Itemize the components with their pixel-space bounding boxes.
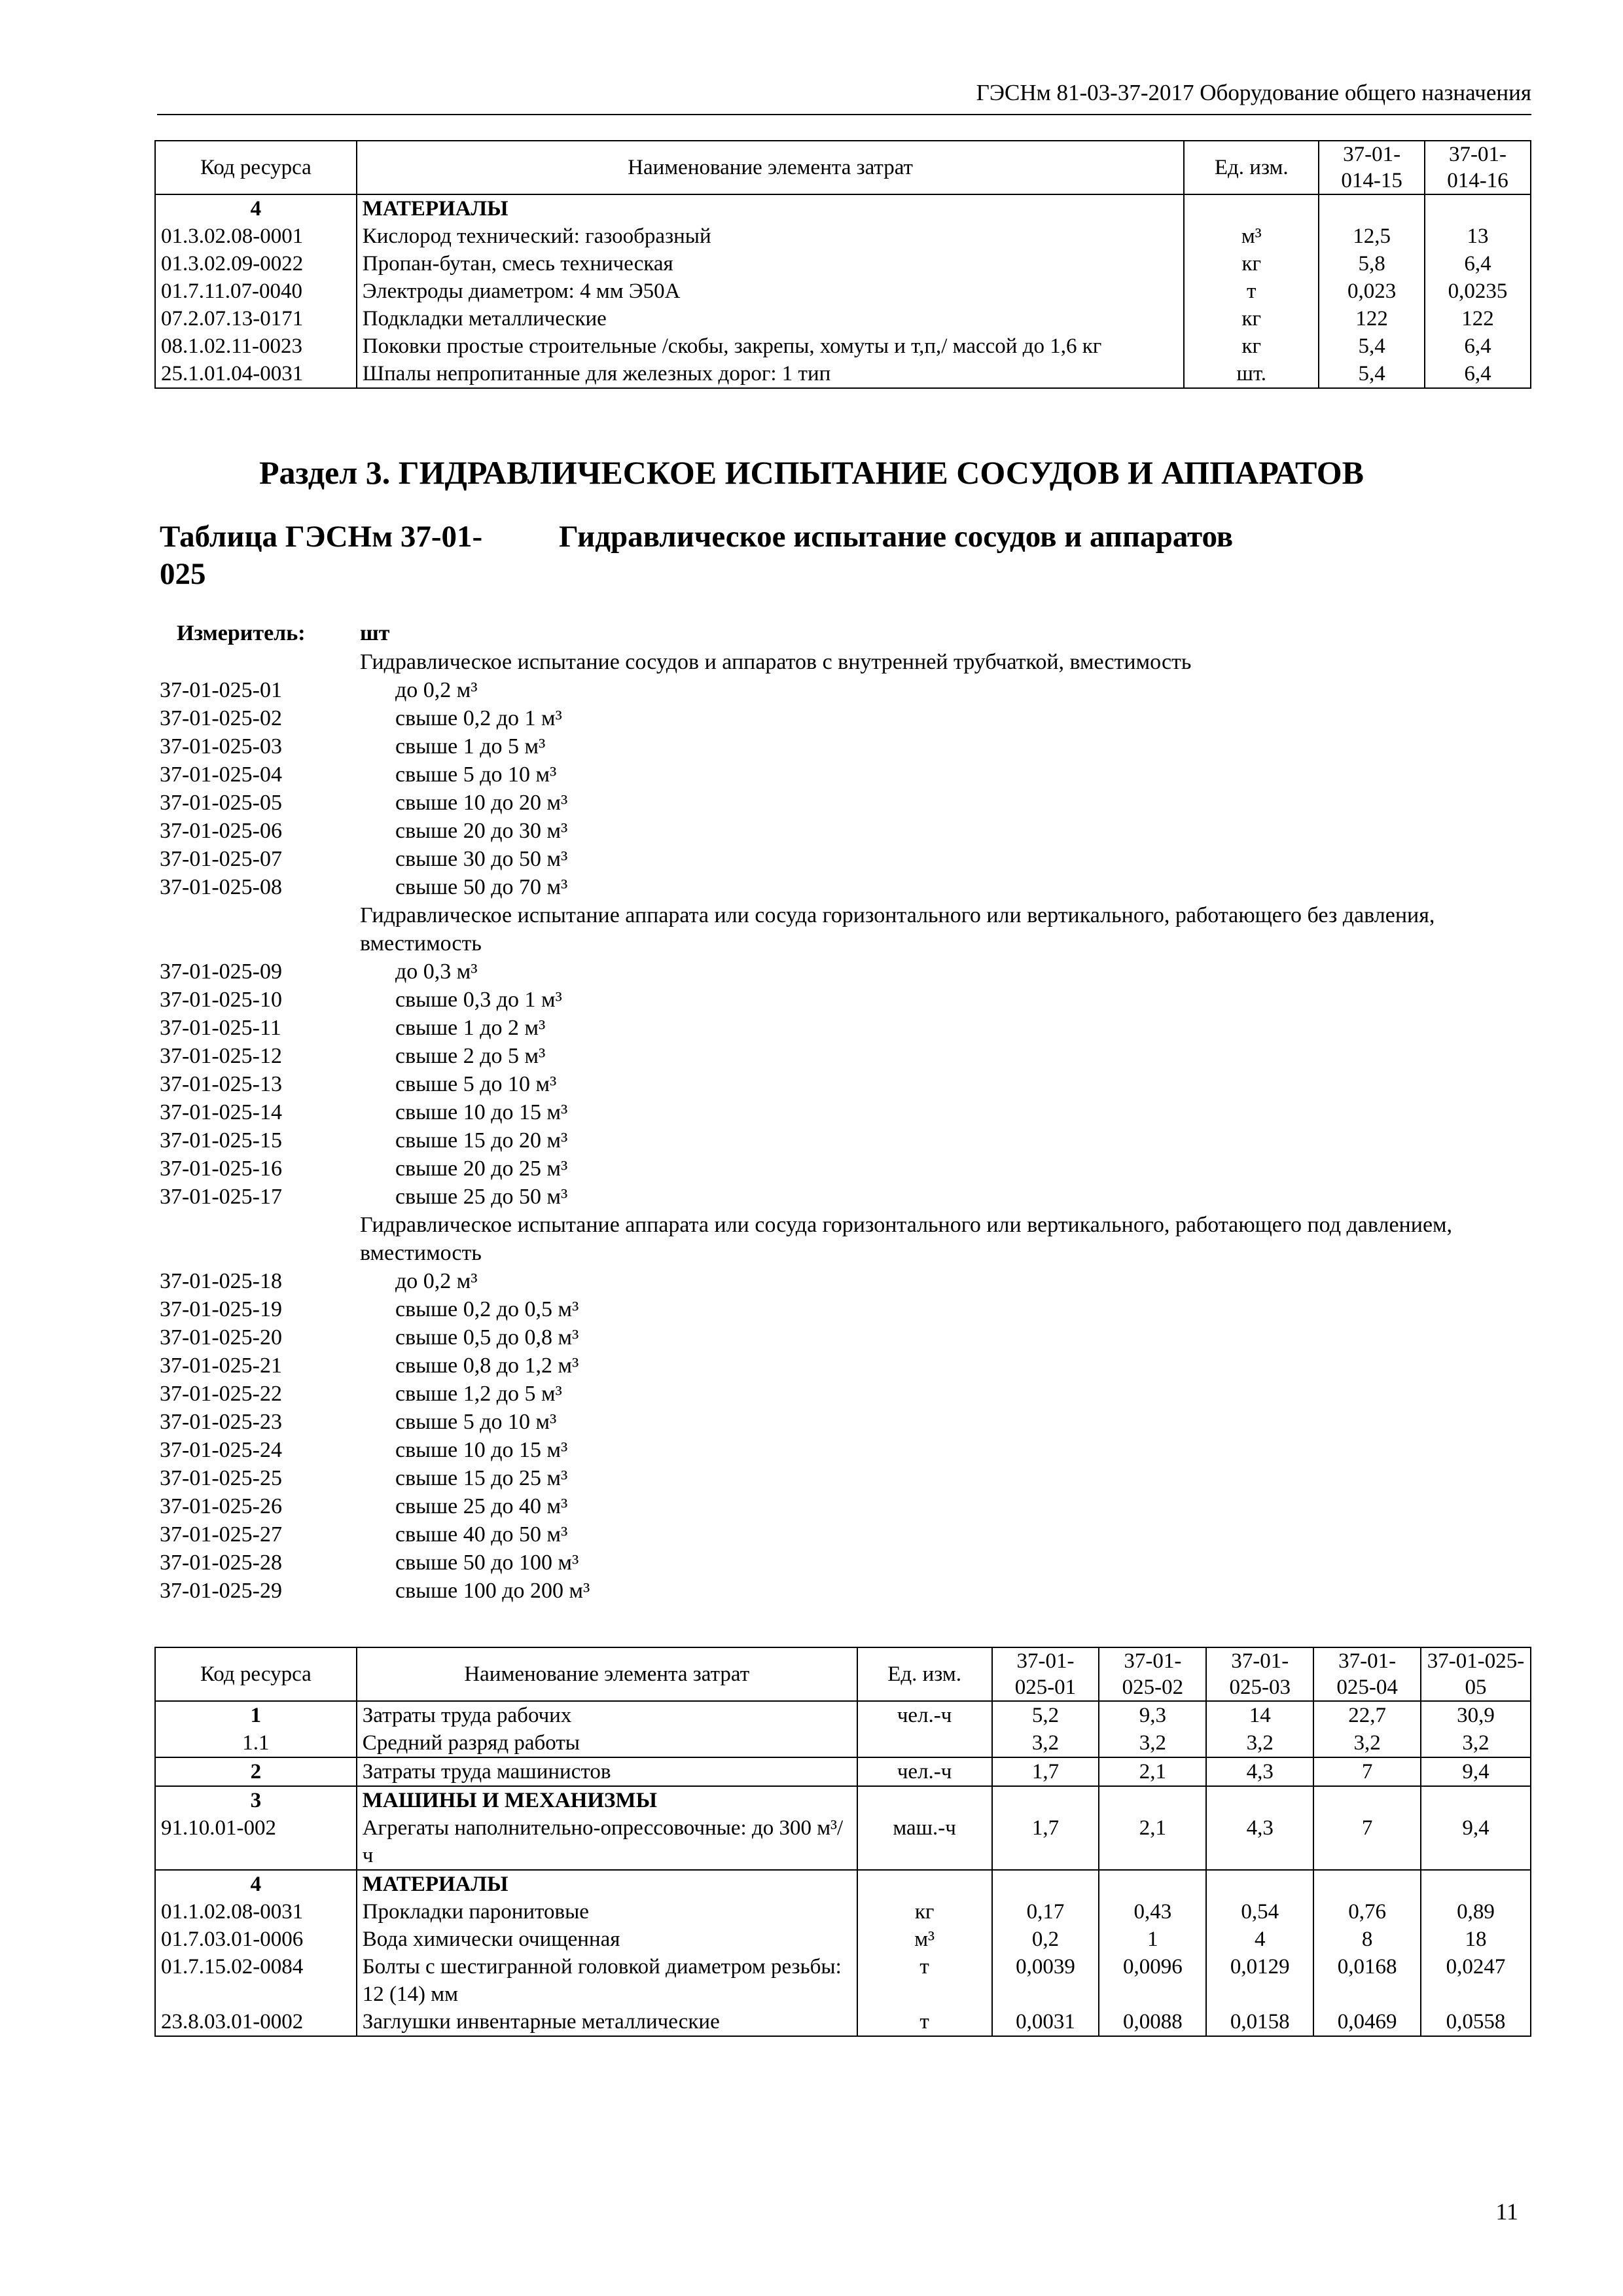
cell-code: 07.2.07.13-0171 xyxy=(155,305,357,332)
list-item xyxy=(160,1126,1534,1155)
list-item xyxy=(160,1408,1534,1436)
list-item xyxy=(160,1520,1534,1549)
cell-value: 1 xyxy=(1099,1926,1206,1953)
norm-range: свыше 25 до 50 м³ xyxy=(395,1185,568,1209)
cell-value: 4,3 xyxy=(1206,1757,1313,1786)
cell-name: Кислород технический: газообразный xyxy=(357,223,1185,250)
cell-unit: кг xyxy=(1184,305,1319,332)
cell-value: 6,4 xyxy=(1425,250,1531,278)
col-header-unit: Ед. изм. xyxy=(857,1647,992,1701)
norm-range: свыше 10 до 15 м³ xyxy=(395,1438,568,1462)
cell-name: Агрегаты наполнительно-опрессовочные: до 300 м³/ч xyxy=(357,1814,857,1870)
norm-range: свыше 15 до 25 м³ xyxy=(395,1466,568,1490)
cell-code: 01.7.03.01-0006 xyxy=(155,1926,357,1953)
col-header-code: Код ресурса xyxy=(155,141,357,194)
norm-range: свыше 50 до 70 м³ xyxy=(395,875,568,899)
norm-code: 37-01-025-20 xyxy=(160,1325,282,1350)
col-header-norm: 37-01-025-05 xyxy=(1421,1647,1531,1701)
norm-range: до 0,2 м³ xyxy=(395,678,478,702)
meter-value: шт xyxy=(360,621,390,645)
col-header-norm: 37-01-014-16 xyxy=(1425,141,1531,194)
table-row xyxy=(155,1898,1531,1926)
cell-code: 2 xyxy=(155,1757,357,1786)
norm-code: 37-01-025-24 xyxy=(160,1438,282,1462)
cell-value xyxy=(1099,1786,1206,1814)
resources-table-025 xyxy=(154,1647,1531,2037)
col-header-norm: 37-01-014-15 xyxy=(1319,141,1425,194)
list-item xyxy=(160,1577,1534,1605)
cell-code: 01.3.02.08-0001 xyxy=(155,223,357,250)
cell-value: 9,4 xyxy=(1421,1757,1531,1786)
norm-range: свыше 15 до 20 м³ xyxy=(395,1128,568,1153)
col-header-unit: Ед. изм. xyxy=(1184,141,1319,194)
cell-value: 1,7 xyxy=(992,1814,1099,1870)
cell-value xyxy=(992,1786,1099,1814)
list-item xyxy=(160,1042,1534,1070)
list-item xyxy=(160,789,1534,817)
cell-value: 5,4 xyxy=(1319,360,1425,388)
list-item xyxy=(160,1464,1534,1492)
cell-value: 22,7 xyxy=(1313,1701,1421,1729)
cell-unit xyxy=(857,1729,992,1757)
norm-range: свыше 20 до 30 м³ xyxy=(395,819,568,843)
cell-code: 23.8.03.01-0002 xyxy=(155,2008,357,2036)
norm-code: 37-01-025-19 xyxy=(160,1297,282,1321)
norm-range: свыше 100 до 200 м³ xyxy=(395,1579,590,1603)
list-item xyxy=(160,1380,1534,1408)
list-item xyxy=(160,704,1534,732)
cell-value: 0,0558 xyxy=(1421,2008,1531,2036)
cell-unit: кг xyxy=(1184,332,1319,360)
list-item xyxy=(160,1352,1534,1380)
list-item xyxy=(160,1436,1534,1464)
meter-label: Измеритель: xyxy=(177,621,306,645)
cell-value xyxy=(992,1870,1099,1898)
norm-range: свыше 0,2 до 1 м³ xyxy=(395,706,562,730)
cell-name: Затраты труда рабочих xyxy=(357,1701,857,1729)
cell-value: 3,2 xyxy=(1421,1729,1531,1757)
cell-value: 9,4 xyxy=(1421,1814,1531,1870)
resources-table-014 xyxy=(154,140,1531,389)
cell-value: 2,1 xyxy=(1099,1757,1206,1786)
cell-unit xyxy=(857,1870,992,1898)
cell-value: 0,0469 xyxy=(1313,2008,1421,2036)
cell-value: 4,3 xyxy=(1206,1814,1313,1870)
list-item xyxy=(160,1070,1534,1098)
norm-code: 37-01-025-05 xyxy=(160,791,282,815)
cell-unit xyxy=(857,1786,992,1814)
cell-value xyxy=(1421,1786,1531,1814)
list-item xyxy=(160,1183,1534,1211)
cell-value: 0,0031 xyxy=(992,2008,1099,2036)
list-item xyxy=(160,1014,1534,1042)
cell-value: 5,2 xyxy=(992,1701,1099,1729)
norm-code: 37-01-025-10 xyxy=(160,988,282,1012)
cell-value: 12,5 xyxy=(1319,223,1425,250)
cell-code: 4 xyxy=(155,1870,357,1898)
col-header-norm: 37-01-025-04 xyxy=(1313,1647,1421,1701)
norm-range: свыше 2 до 5 м³ xyxy=(395,1044,546,1068)
list-item xyxy=(160,845,1534,873)
cell-unit: м³ xyxy=(857,1926,992,1953)
norm-range: до 0,3 м³ xyxy=(395,960,478,984)
col-header-norm: 37-01-025-01 xyxy=(992,1647,1099,1701)
norm-range: свыше 1,2 до 5 м³ xyxy=(395,1382,562,1406)
table-row xyxy=(155,1814,1531,1870)
list-item xyxy=(160,873,1534,901)
cell-value: 0,0158 xyxy=(1206,2008,1313,2036)
cell-name: Пропан-бутан, смесь техническая xyxy=(357,250,1185,278)
cell-value: 3,2 xyxy=(1313,1729,1421,1757)
norm-code: 37-01-025-12 xyxy=(160,1044,282,1068)
cell-name: Поковки простые строительные /скобы, закрепы, хомуты и т,п,/ массой до 1,6 кг xyxy=(357,332,1185,360)
norm-code: 37-01-025-08 xyxy=(160,875,282,899)
cell-value: 122 xyxy=(1319,305,1425,332)
cell-value: 2,1 xyxy=(1099,1814,1206,1870)
table-row xyxy=(155,1757,1531,1786)
table-row xyxy=(155,1729,1531,1757)
cell-name: МАШИНЫ И МЕХАНИЗМЫ xyxy=(357,1786,857,1814)
cell-unit: кг xyxy=(857,1898,992,1926)
cell-value xyxy=(1421,1870,1531,1898)
section-title: Раздел 3. ГИДРАВЛИЧЕСКОЕ ИСПЫТАНИЕ СОСУДОВ И АППАРАТОВ xyxy=(259,454,1364,491)
norm-list xyxy=(160,648,1534,1605)
norm-range: свыше 30 до 50 м³ xyxy=(395,847,568,871)
norm-code: 37-01-025-15 xyxy=(160,1128,282,1153)
cell-code: 4 xyxy=(155,194,357,223)
cell-name: МАТЕРИАЛЫ xyxy=(357,1870,857,1898)
cell-code: 3 xyxy=(155,1786,357,1814)
table-row xyxy=(155,332,1531,360)
table-row xyxy=(155,223,1531,250)
norm-range: свыше 1 до 2 м³ xyxy=(395,1016,546,1040)
cell-value: 0,0168 xyxy=(1313,1953,1421,2008)
norm-range: свыше 20 до 25 м³ xyxy=(395,1157,568,1181)
norm-range: свыше 40 до 50 м³ xyxy=(395,1522,568,1547)
col-header-norm: 37-01-025-03 xyxy=(1206,1647,1313,1701)
cell-value: 0,0247 xyxy=(1421,1953,1531,2008)
norm-code: 37-01-025-22 xyxy=(160,1382,282,1406)
table-header-row xyxy=(155,1647,1531,1701)
table-row xyxy=(155,1701,1531,1729)
norm-code: 37-01-025-01 xyxy=(160,678,282,702)
cell-value xyxy=(1313,1786,1421,1814)
cell-value: 30,9 xyxy=(1421,1701,1531,1729)
cell-code: 01.1.02.08-0031 xyxy=(155,1898,357,1926)
norm-range: свыше 0,2 до 0,5 м³ xyxy=(395,1297,579,1321)
list-item xyxy=(160,1098,1534,1126)
norm-range: свыше 10 до 15 м³ xyxy=(395,1100,568,1124)
cell-value: 122 xyxy=(1425,305,1531,332)
cell-value xyxy=(1099,1870,1206,1898)
cell-value: 8 xyxy=(1313,1926,1421,1953)
cell-unit: м³ xyxy=(1184,223,1319,250)
cell-name: Заглушки инвентарные металлические xyxy=(357,2008,857,2036)
cell-value: 3,2 xyxy=(1099,1729,1206,1757)
norm-code: 37-01-025-23 xyxy=(160,1410,282,1434)
table-caption-title: Гидравлическое испытание сосудов и аппаратов xyxy=(559,520,1234,554)
table-caption-code: Таблица ГЭСНм 37-01-025 xyxy=(160,520,483,591)
cell-value xyxy=(1206,1870,1313,1898)
cell-value: 14 xyxy=(1206,1701,1313,1729)
cell-code: 1 xyxy=(155,1701,357,1729)
cell-name: Вода химически очищенная xyxy=(357,1926,857,1953)
norm-code: 37-01-025-13 xyxy=(160,1072,282,1096)
norm-code: 37-01-025-09 xyxy=(160,960,282,984)
cell-value: 0,17 xyxy=(992,1898,1099,1926)
col-header-name: Наименование элемента затрат xyxy=(357,141,1185,194)
table-row xyxy=(155,1953,1531,2008)
norm-code: 37-01-025-18 xyxy=(160,1269,282,1293)
cell-value: 0,0039 xyxy=(992,1953,1099,2008)
cell-unit: маш.-ч xyxy=(857,1814,992,1870)
cell-value: 5,4 xyxy=(1319,332,1425,360)
cell-unit: кг xyxy=(1184,250,1319,278)
cell-code: 01.3.02.09-0022 xyxy=(155,250,357,278)
norm-range: свыше 50 до 100 м³ xyxy=(395,1551,579,1575)
cell-unit: т xyxy=(857,2008,992,2036)
cell-value: 0,76 xyxy=(1313,1898,1421,1926)
table-row xyxy=(155,360,1531,388)
cell-value xyxy=(1206,1786,1313,1814)
cell-value: 0,0088 xyxy=(1099,2008,1206,2036)
cell-name: Болты с шестигранной головкой диаметром резьбы: 12 (14) мм xyxy=(357,1953,857,2008)
cell-value: 0,2 xyxy=(992,1926,1099,1953)
cell-name: Прокладки паронитовые xyxy=(357,1898,857,1926)
table-row xyxy=(155,278,1531,305)
cell-value: 0,54 xyxy=(1206,1898,1313,1926)
table-row xyxy=(155,194,1531,223)
list-item xyxy=(160,676,1534,704)
list-item xyxy=(160,1155,1534,1183)
norm-range: до 0,2 м³ xyxy=(395,1269,478,1293)
list-item xyxy=(160,817,1534,845)
table-header-row xyxy=(155,141,1531,194)
cell-value: 0,0096 xyxy=(1099,1953,1206,2008)
cell-value: 0,89 xyxy=(1421,1898,1531,1926)
cell-name: Затраты труда машинистов xyxy=(357,1757,857,1786)
cell-unit: чел.-ч xyxy=(857,1757,992,1786)
norm-range: свыше 10 до 20 м³ xyxy=(395,791,568,815)
list-item xyxy=(160,1323,1534,1352)
list-item xyxy=(160,1492,1534,1520)
norm-code: 37-01-025-03 xyxy=(160,734,282,759)
norm-code: 37-01-025-28 xyxy=(160,1551,282,1575)
list-item xyxy=(160,1295,1534,1323)
list-item xyxy=(160,761,1534,789)
norm-code: 37-01-025-29 xyxy=(160,1579,282,1603)
running-header: ГЭСНм 81-03-37-2017 Оборудование общего назначения xyxy=(157,77,1531,115)
norm-range: свыше 5 до 10 м³ xyxy=(395,1072,557,1096)
cell-code: 25.1.01.04-0031 xyxy=(155,360,357,388)
table-row xyxy=(155,1786,1531,1814)
cell-value xyxy=(1313,1870,1421,1898)
norm-code: 37-01-025-04 xyxy=(160,762,282,787)
cell-unit: чел.-ч xyxy=(857,1701,992,1729)
page-number: 11 xyxy=(1495,2198,1518,2225)
cell-name: Подкладки металлические xyxy=(357,305,1185,332)
norm-code: 37-01-025-07 xyxy=(160,847,282,871)
list-item xyxy=(160,1267,1534,1295)
table-row xyxy=(155,305,1531,332)
cell-unit xyxy=(1184,194,1319,223)
cell-name: Электроды диаметром: 4 мм Э50А xyxy=(357,278,1185,305)
cell-value xyxy=(1319,194,1425,223)
list-item xyxy=(160,732,1534,761)
col-header-name: Наименование элемента затрат xyxy=(357,1647,857,1701)
norm-code: 37-01-025-26 xyxy=(160,1494,282,1518)
norm-code: 37-01-025-02 xyxy=(160,706,282,730)
norm-code: 37-01-025-17 xyxy=(160,1185,282,1209)
cell-value: 0,023 xyxy=(1319,278,1425,305)
table-row xyxy=(155,1926,1531,1953)
norm-code: 37-01-025-16 xyxy=(160,1157,282,1181)
cell-value: 9,3 xyxy=(1099,1701,1206,1729)
col-header-code: Код ресурса xyxy=(155,1647,357,1701)
cell-code: 1.1 xyxy=(155,1729,357,1757)
cell-value: 3,2 xyxy=(992,1729,1099,1757)
list-item xyxy=(160,1549,1534,1577)
cell-code: 01.7.15.02-0084 xyxy=(155,1953,357,2008)
cell-value: 6,4 xyxy=(1425,360,1531,388)
cell-value: 1,7 xyxy=(992,1757,1099,1786)
norm-range: свыше 0,5 до 0,8 м³ xyxy=(395,1325,579,1350)
norm-range: свыше 25 до 40 м³ xyxy=(395,1494,568,1518)
cell-value: 3,2 xyxy=(1206,1729,1313,1757)
cell-unit: т xyxy=(1184,278,1319,305)
cell-value: 18 xyxy=(1421,1926,1531,1953)
norm-code: 37-01-025-21 xyxy=(160,1354,282,1378)
cell-unit: шт. xyxy=(1184,360,1319,388)
cell-value: 5,8 xyxy=(1319,250,1425,278)
cell-code: 08.1.02.11-0023 xyxy=(155,332,357,360)
cell-code: 01.7.11.07-0040 xyxy=(155,278,357,305)
cell-name: МАТЕРИАЛЫ xyxy=(357,194,1185,223)
table-row xyxy=(155,1870,1531,1898)
norm-group-title: Гидравлическое испытание аппарата или сосуда горизонтального или вертикального, работающего без давления, вместимость xyxy=(360,903,1435,956)
cell-value: 7 xyxy=(1313,1814,1421,1870)
cell-name: Шпалы непропитанные для железных дорог: 1 тип xyxy=(357,360,1185,388)
cell-value: 0,0235 xyxy=(1425,278,1531,305)
table-row xyxy=(155,2008,1531,2036)
list-item xyxy=(160,986,1534,1014)
norm-range: свыше 5 до 10 м³ xyxy=(395,1410,557,1434)
norm-code: 37-01-025-25 xyxy=(160,1466,282,1490)
cell-value: 13 xyxy=(1425,223,1531,250)
norm-range: свыше 0,8 до 1,2 м³ xyxy=(395,1354,579,1378)
cell-value: 0,0129 xyxy=(1206,1953,1313,2008)
cell-value: 4 xyxy=(1206,1926,1313,1953)
col-header-norm: 37-01-025-02 xyxy=(1099,1647,1206,1701)
list-item xyxy=(160,958,1534,986)
cell-value: 6,4 xyxy=(1425,332,1531,360)
norm-code: 37-01-025-14 xyxy=(160,1100,282,1124)
cell-unit: т xyxy=(857,1953,992,2008)
cell-value: 0,43 xyxy=(1099,1898,1206,1926)
cell-value xyxy=(1425,194,1531,223)
norm-range: свыше 1 до 5 м³ xyxy=(395,734,546,759)
cell-code: 91.10.01-002 xyxy=(155,1814,357,1870)
norm-code: 37-01-025-27 xyxy=(160,1522,282,1547)
cell-name: Средний разряд работы xyxy=(357,1729,857,1757)
norm-code: 37-01-025-11 xyxy=(160,1016,281,1040)
norm-group-title: Гидравлическое испытание аппарата или сосуда горизонтального или вертикального, работающего под давлением, вместимость xyxy=(360,1213,1453,1265)
table-row xyxy=(155,250,1531,278)
norm-code: 37-01-025-06 xyxy=(160,819,282,843)
norm-range: свыше 0,3 до 1 м³ xyxy=(395,988,562,1012)
norm-group-title: Гидравлическое испытание сосудов и аппаратов с внутренней трубчаткой, вместимость xyxy=(360,650,1192,674)
norm-range: свыше 5 до 10 м³ xyxy=(395,762,557,787)
cell-value: 7 xyxy=(1313,1757,1421,1786)
